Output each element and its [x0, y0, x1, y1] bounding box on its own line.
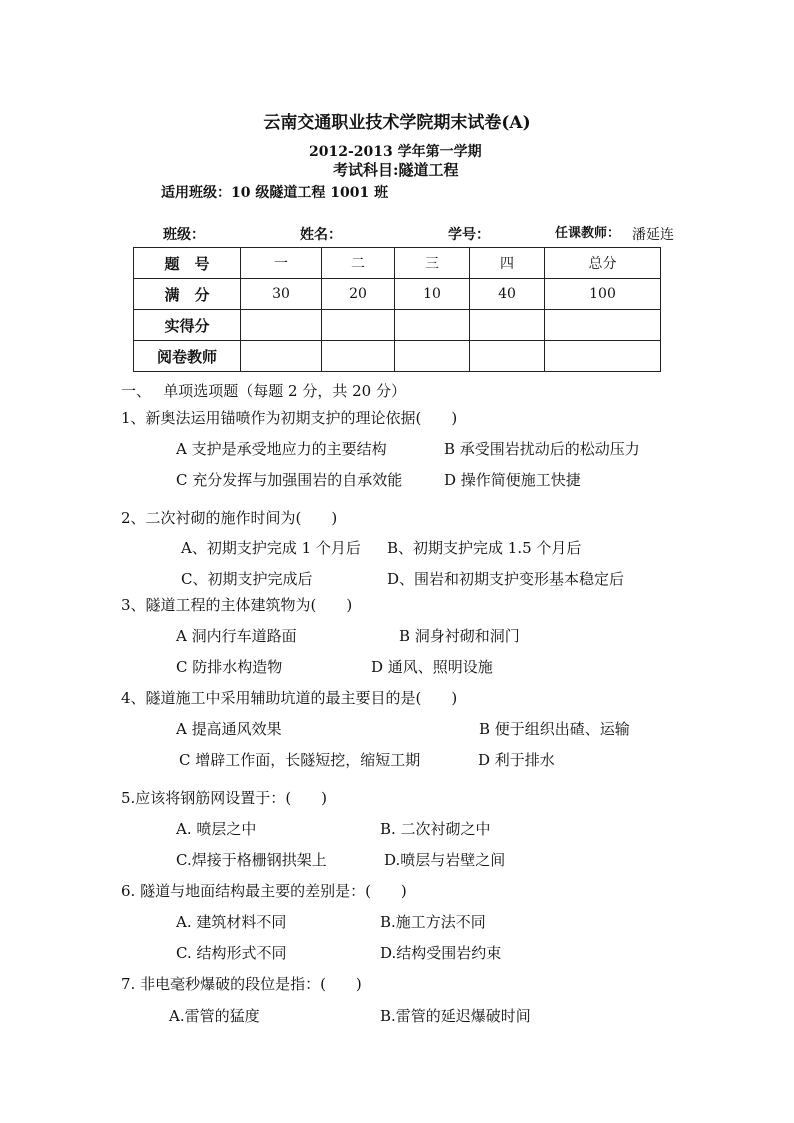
option-a: A 支护是承受地应力的主要结构	[176, 440, 387, 458]
table-cell	[322, 341, 395, 372]
table-header-cell: 总分	[545, 248, 661, 279]
option-b: B 洞身衬砌和洞门	[399, 627, 520, 645]
option-a: A.雷管的猛度	[169, 1007, 260, 1025]
student-id-label: 学号：	[448, 227, 490, 243]
section-title: 一、 单项选项题（每题 2 分，共 20 分）	[121, 382, 406, 400]
table-cell	[545, 341, 661, 372]
table-cell: 30	[241, 279, 322, 310]
question-text: 7. 非电毫秒爆破的段位是指：( )	[121, 975, 362, 993]
option-c: C. 结构形式不同	[176, 944, 287, 962]
exam-title: 云南交通职业技术学院期末试卷(A)	[263, 113, 531, 133]
table-cell	[395, 341, 470, 372]
question-text: 2、二次衬砌的施作时间为( )	[121, 509, 338, 527]
table-row	[134, 279, 661, 310]
applicable-class-line: 适用班级：10 级隧道工程 1001 班	[161, 185, 389, 201]
table-cell	[395, 310, 470, 341]
table-cell: 100	[545, 279, 661, 310]
teacher-label: 任课教师：	[555, 226, 621, 241]
name-label: 姓名：	[300, 227, 342, 243]
grader-label: 阅卷教师	[134, 341, 241, 372]
option-a: A 提高通风效果	[176, 720, 282, 738]
table-cell	[470, 341, 545, 372]
table-row	[134, 341, 661, 372]
option-c: C 防排水构造物	[176, 658, 283, 676]
option-b: B 便于组织出碴、运输	[479, 720, 630, 738]
teacher-name: 潘延连	[632, 227, 674, 243]
table-row	[134, 310, 661, 341]
question-text: 3、隧道工程的主体建筑物为( )	[121, 596, 353, 614]
table-header-cell: 四	[470, 248, 545, 279]
option-b: B 承受围岩扰动后的松动压力	[444, 440, 640, 458]
question-text: 6. 隧道与地面结构最主要的差别是：( )	[121, 882, 407, 900]
table-cell	[241, 310, 322, 341]
table-header-cell: 三	[395, 248, 470, 279]
option-c: C.焊接于格栅钢拱架上	[176, 851, 327, 869]
table-cell	[470, 310, 545, 341]
option-c: C 增辟工作面，长隧短挖，缩短工期	[179, 751, 421, 769]
semester-line: 2012-2013 学年第一学期	[309, 144, 482, 160]
table-cell	[545, 310, 661, 341]
option-b: B.雷管的延迟爆破时间	[380, 1007, 531, 1025]
table-cell: 10	[395, 279, 470, 310]
option-c: C 充分发挥与加强围岩的自承效能	[176, 471, 403, 489]
option-a: A. 建筑材料不同	[176, 913, 287, 931]
question-text: 1、新奥法运用锚喷作为初期支护的理论依据( )	[121, 409, 458, 427]
table-cell: 40	[470, 279, 545, 310]
option-a: A. 喷层之中	[176, 820, 257, 838]
class-label: 班级：	[163, 227, 205, 243]
subject-line: 考试科目:隧道工程	[333, 161, 459, 179]
question-text: 5.应该将钢筋网设置于：( )	[121, 789, 328, 807]
table-cell	[322, 310, 395, 341]
option-d: D.结构受围岩约束	[380, 944, 502, 962]
option-a: A、初期支护完成 1 个月后	[181, 539, 361, 557]
option-c: C、初期支护完成后	[181, 570, 313, 588]
question-text: 4、隧道施工中采用辅助坑道的最主要目的是( )	[121, 689, 458, 707]
table-cell: 20	[322, 279, 395, 310]
score-table	[133, 247, 661, 372]
option-b: B. 二次衬砌之中	[380, 820, 491, 838]
actual-score-label: 实得分	[134, 310, 241, 341]
option-d: D 操作简便施工快捷	[444, 471, 581, 489]
table-header-cell: 二	[322, 248, 395, 279]
option-d: D 通风、照明设施	[371, 658, 493, 676]
table-row	[134, 248, 661, 279]
option-a: A 洞内行车道路面	[176, 627, 297, 645]
option-b: B、初期支护完成 1.5 个月后	[387, 539, 582, 557]
option-d: D、围岩和初期支护变形基本稳定后	[387, 570, 625, 588]
full-score-label: 满 分	[134, 279, 241, 310]
table-cell	[241, 341, 322, 372]
option-b: B.施工方法不同	[380, 913, 486, 931]
table-header-cell: 一	[241, 248, 322, 279]
option-d: D 利于排水	[478, 751, 555, 769]
table-header-cell: 题 号	[134, 248, 241, 279]
option-d: D.喷层与岩壁之间	[384, 851, 506, 869]
